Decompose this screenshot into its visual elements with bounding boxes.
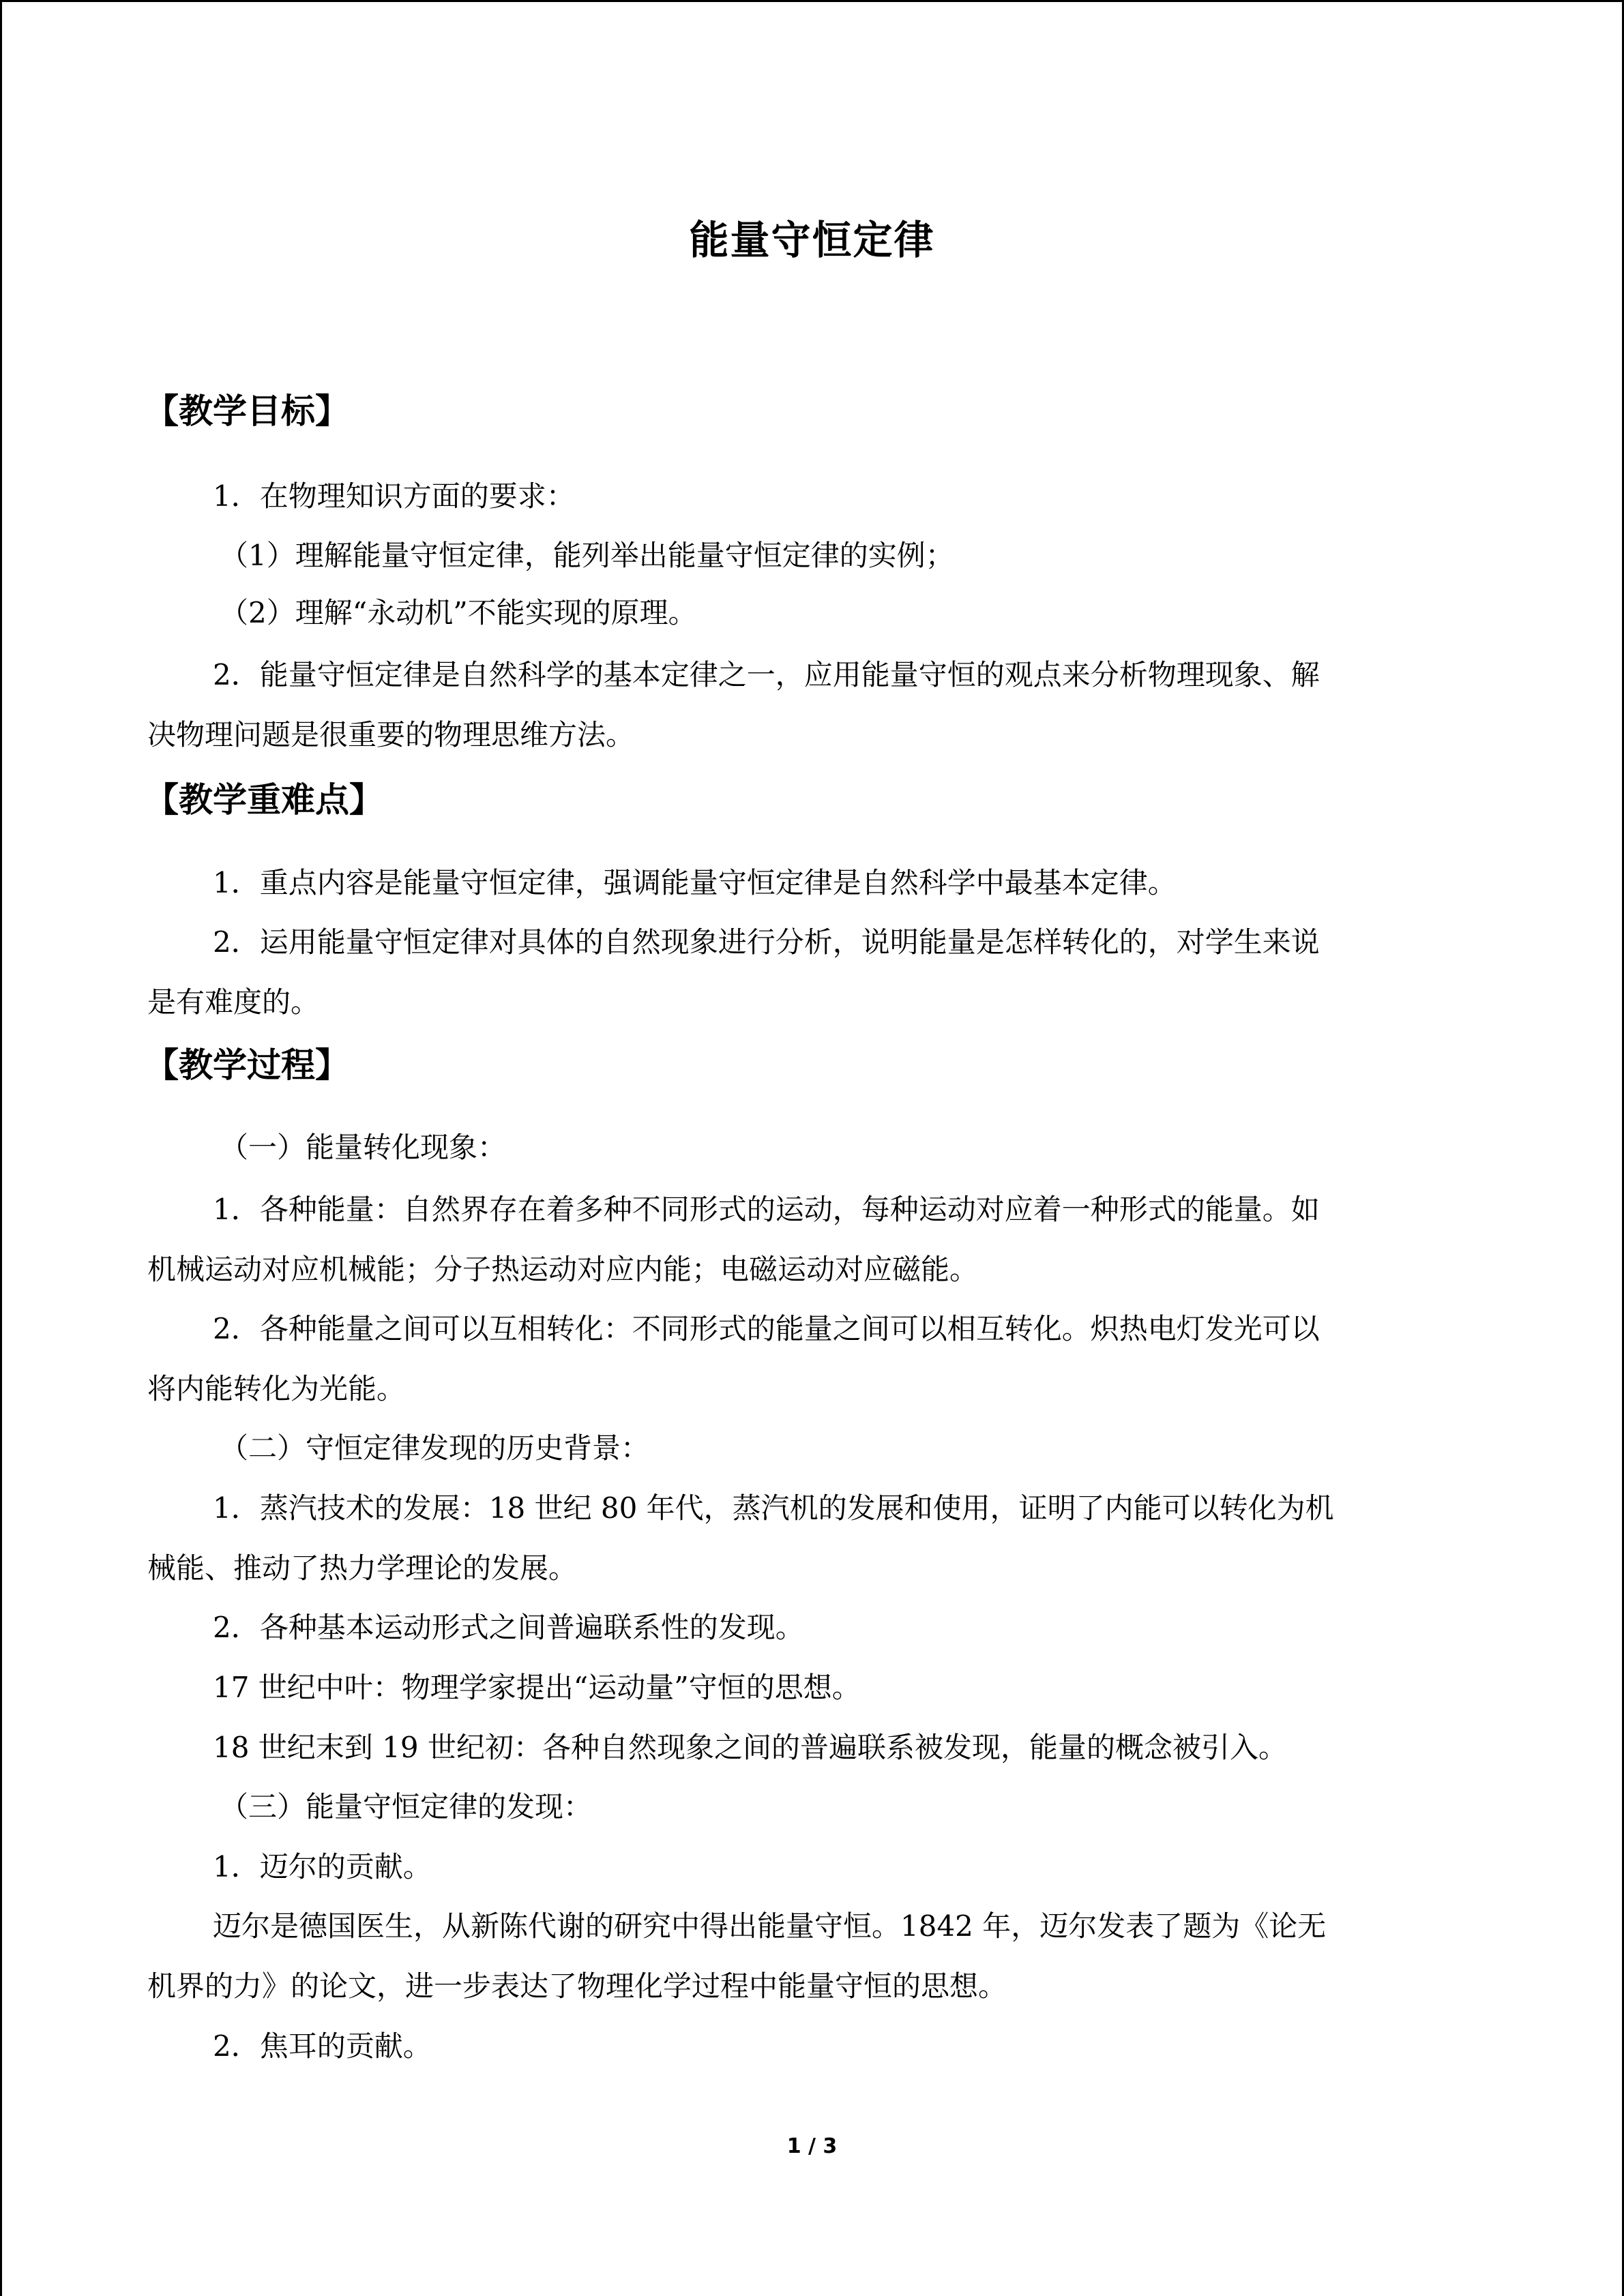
text-line: 2．焦耳的贡献。: [213, 2029, 432, 2063]
text-line: 1．在物理知识方面的要求：: [213, 479, 575, 513]
text-line: 17 世纪中叶：物理学家提出“运动量”守恒的思想。: [213, 1671, 861, 1704]
heading-teaching-process: 【教学过程】: [145, 1045, 349, 1085]
text-line: 2．能量守恒定律是自然科学的基本定律之一，应用能量守恒的观点来分析物理现象、解: [213, 658, 1320, 691]
text-line: 将内能转化为光能。: [147, 1372, 406, 1405]
text-line: 1．迈尔的贡献。: [213, 1850, 432, 1883]
text-line: 决物理问题是很重要的物理思维方法。: [147, 718, 635, 751]
text-line: （二）守恒定律发现的历史背景：: [220, 1431, 650, 1465]
text-line: 2．运用能量守恒定律对具体的自然现象进行分析，说明能量是怎样转化的，对学生来说: [213, 925, 1320, 959]
text-line: 2．各种能量之间可以互相转化：不同形式的能量之间可以相互转化。炽热电灯发光可以: [213, 1312, 1320, 1345]
text-line: （1）理解能量守恒定律，能列举出能量守恒定律的实例；: [220, 539, 954, 572]
text-line: 机械运动对应机械能；分子热运动对应内能；电磁运动对应磁能。: [147, 1253, 979, 1286]
text-line: 18 世纪末到 19 世纪初：各种自然现象之间的普遍联系被发现，能量的概念被引入。: [213, 1731, 1287, 1764]
text-line: 1．蒸汽技术的发展：18 世纪 80 年代，蒸汽机的发展和使用，证明了内能可以转化为机: [213, 1491, 1334, 1525]
text-line: （2）理解“永动机”不能实现的原理。: [220, 596, 697, 629]
heading-teaching-objectives: 【教学目标】: [145, 391, 349, 431]
document-title: 能量守恒定律: [689, 217, 935, 263]
text-line: 机界的力》的论文，进一步表达了物理化学过程中能量守恒的思想。: [147, 1969, 1007, 2003]
text-line: 2．各种基本运动形式之间普遍联系性的发现。: [213, 1611, 804, 1644]
text-line: 1．重点内容是能量守恒定律，强调能量守恒定律是自然科学中最基本定律。: [213, 866, 1177, 899]
text-line: （一）能量转化现象：: [220, 1131, 507, 1164]
heading-key-points: 【教学重难点】: [145, 780, 383, 820]
text-line: 迈尔是德国医生，从新陈代谢的研究中得出能量守恒。1842 年，迈尔发表了题为《论无: [213, 1909, 1327, 1943]
text-line: （三）能量守恒定律的发现：: [220, 1790, 593, 1823]
page-number: 1 / 3: [786, 2134, 838, 2158]
text-line: 械能、推动了热力学理论的发展。: [147, 1551, 578, 1585]
text-line: 是有难度的。: [147, 985, 320, 1019]
text-line: 1．各种能量：自然界存在着多种不同形式的运动，每种运动对应着一种形式的能量。如: [213, 1193, 1320, 1226]
